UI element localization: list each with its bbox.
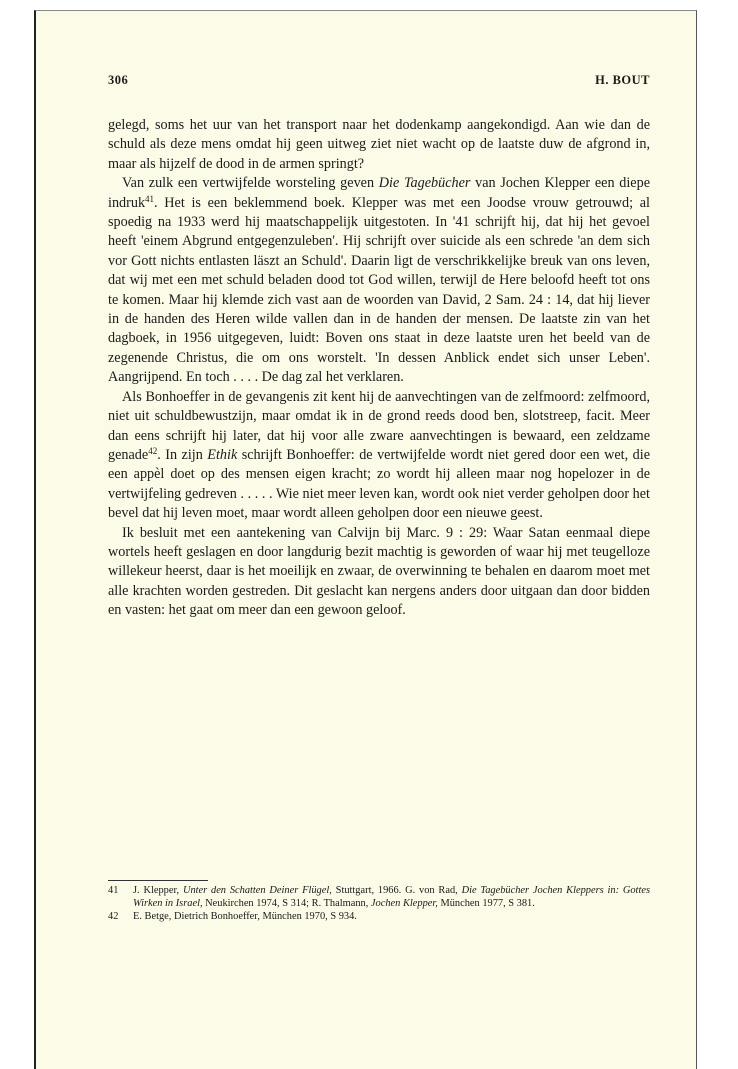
running-title: H. BOUT xyxy=(595,73,650,87)
page-header xyxy=(108,73,650,88)
book-title-ethik: Ethik xyxy=(207,446,238,463)
paragraph-2-text-b: van Jochen Klepper een diepe indruk xyxy=(108,175,650,211)
paragraph-3 xyxy=(108,388,650,524)
footnotes xyxy=(108,884,650,924)
paragraph-2-text-a: Van zulk een vertwijfelde worsteling geven xyxy=(122,175,379,192)
footnote-ref-41[interactable]: 41 xyxy=(145,193,155,204)
book-title-tagebucher: Die Tagebücher xyxy=(378,175,471,192)
footnote-text-c: Neukirchen 1974, S 314; R. Thalmann, xyxy=(202,898,371,910)
paragraph-3-text-c: schrijft Bonhoeffer: de vertwijfelde wordt niet gered door een wet, die een appèl doet op des mensen eigen kracht; zo wordt hij alleen maar nog hopelozer in de vertwijfeling gedreven . . . . . Wie niet meer leven kan, wordt ook niet verder geholpen door het bevel dat hij leven moet, maar wordt alleen geholpen door een nieuwe geest. xyxy=(108,446,650,522)
paragraph-2-text-c: . Het is een beklemmend boek. Klepper was met een Joodse vrouw getrouwd; al spoedig na 1933 werd hij maatschappelijk uitgestoten. In '41 schrijft hij, dat hij het gevoel heeft 'einem Abgrund entgegenzuleben'. Hij schrijft over suicide als een schrede 'an dem sich vor Gott nichts entlasten läszt an Schuld'. Daarin ligt de verschrikkelijke breuk van ons leven, dat wij met een met schuld beladen dood tot God willen, terwijl de Here beloofd heeft tot ons te komen. Maar hij klemde zich vast aan de woorden van David, 2 Sam. 24 : 14, dat hij liever in de handen des Heren wilde vallen dan in de handen der mensen. De laatste zin van het dagboek, in 1956 uitgegeven, luidt: Boven ons staat in deze laatste uren het beeld van de zegenende Christus, die om ons worstelt. 'In dessen Anblick endet sich unser Leben'. Aangrijpend. En toch . . . . De dag zal het verklaren. xyxy=(108,194,650,386)
footnote-title-b: Die Tagebücher Jochen Kleppers in: Gottes Wirken in Israel, xyxy=(133,885,650,910)
footnote-text-b: Stuttgart, 1966. G. von Rad, xyxy=(331,885,462,896)
body-text xyxy=(108,116,650,621)
paragraph-1: gelegd, soms het uur van het transport naar het dodenkamp aangekondigd. Aan wie dan de schuld als deze mens omdat hij geen uitweg ziet niet wacht op de laatste duw de afgrond in, maar als hijzelf de dood in de armen springt? xyxy=(108,117,650,172)
paragraph-2 xyxy=(108,174,650,387)
footnote-ref-42[interactable]: 42 xyxy=(148,445,158,456)
footnote-text-a: J. Klepper, xyxy=(133,885,183,896)
footnote-number: 41 xyxy=(108,885,119,896)
paragraph-4: Ik besluit met een aantekening van Calvijn bij Marc. 9 : 29: Waar Satan eenmaal diepe wortels heeft geslagen en door langdurig bezit machtig is geworden of waar hij met teugelloze willekeur heerst, daar is het moeilijk en zwaar, de overwinning te behalen en daarom moet met alle krachten worden gestreden. Dit geslacht kan nergens anders door uitgaan dan door bidden en vasten: het gaat om meer dan een gewoon geloof. xyxy=(108,524,650,619)
footnote-text-d: München 1977, S 381. xyxy=(437,898,535,910)
footnote-number: 42 xyxy=(108,911,119,923)
footnote-rule xyxy=(108,880,208,881)
footnote-41 xyxy=(108,884,650,910)
footnote-title-a: Unter den Schatten Deiner Flügel, xyxy=(182,885,332,896)
footnote-text: E. Betge, Dietrich Bonhoeffer, München 1970, S 934. xyxy=(133,911,357,923)
paragraph-3-text-b: . In zijn xyxy=(157,446,208,463)
footnote-title-c: Jochen Klepper, xyxy=(370,898,438,910)
footnote-42 xyxy=(108,910,650,923)
page-number: 306 xyxy=(108,73,129,87)
paragraph-3-text-a: Als Bonhoeffer in de gevangenis zit kent hij de aanvechtingen van de zelfmoord: zelfmoord, niet uit schuldbewustzijn, maar omdat ik in de grond reeds dood ben, slotstreep, facit. Meer dan eens schrijft hij later, dat hij voor alle zware aanvechtingen is bewaard, een zeldzame genade xyxy=(108,388,650,463)
